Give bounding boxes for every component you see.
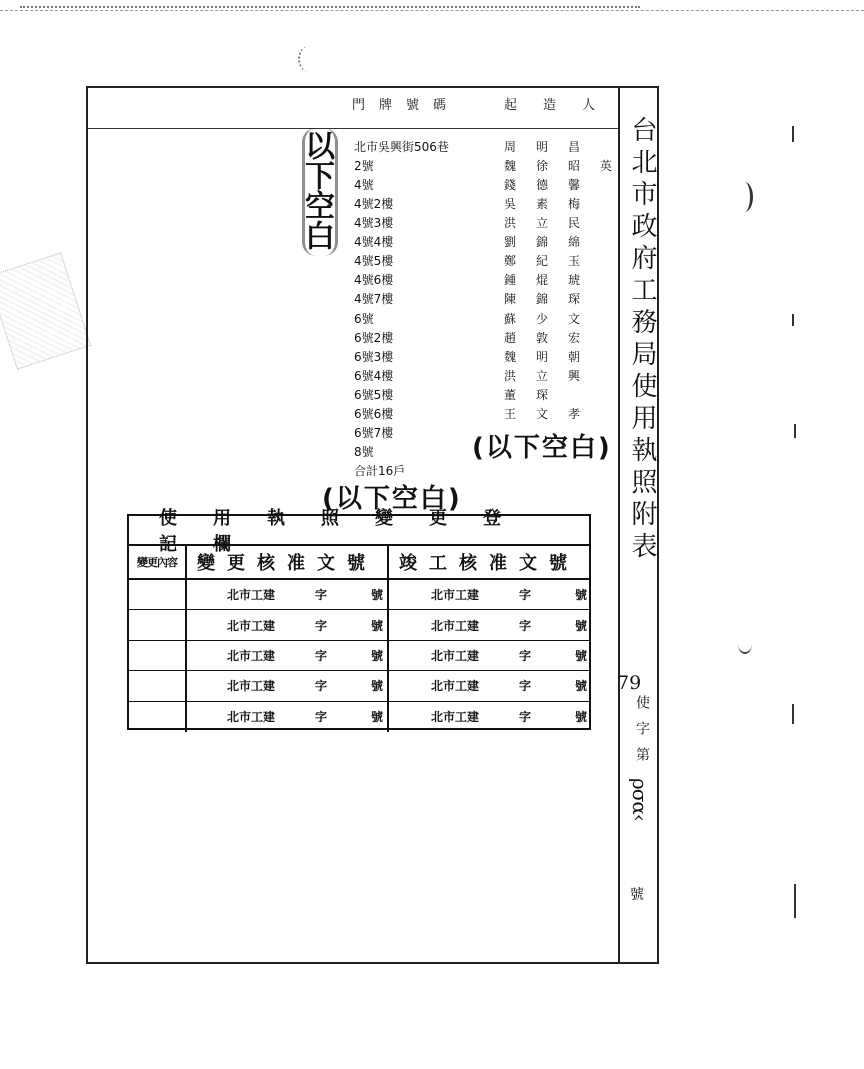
builder-cell: 王文孝	[504, 407, 601, 421]
address-cell: 合計16戶	[354, 464, 406, 478]
change-registration-table	[127, 508, 591, 730]
scan-mark	[792, 126, 794, 142]
completion-approval-cell	[389, 580, 589, 609]
address-cell: 4號6樓	[354, 273, 394, 287]
address-cell: 6號2樓	[354, 331, 394, 345]
address-cell: 6號4樓	[354, 369, 394, 383]
blank-below-builder: (以下空白)	[472, 433, 612, 463]
doc-zi: 字	[519, 710, 532, 725]
license-prefix: 使字第	[634, 695, 650, 773]
builder-cell: 董琛	[504, 388, 569, 402]
doc-prefix: 北市工建	[227, 710, 276, 725]
doc-prefix: 北市工建	[227, 648, 276, 663]
completion-approval-cell	[389, 671, 589, 700]
change-content-header: 變更內容	[129, 546, 187, 580]
doc-hao: 號	[371, 648, 384, 663]
address-cell: 6號3樓	[354, 350, 394, 364]
change-table-title: 使用執照變更登記欄	[129, 516, 589, 546]
completion-approval-cell	[389, 641, 589, 670]
table-row	[129, 580, 589, 610]
table-row	[129, 702, 589, 732]
doc-zi: 字	[519, 648, 532, 663]
doc-prefix: 北市工建	[431, 588, 480, 603]
doc-prefix: 北市工建	[227, 588, 276, 603]
address-cell: 4號	[354, 178, 374, 192]
doc-hao: 號	[371, 710, 384, 725]
change-content-cell	[129, 610, 187, 639]
scan-mark	[794, 424, 796, 438]
change-approval-cell	[187, 671, 389, 700]
completion-approval-cell	[389, 610, 589, 639]
doc-zi: 字	[315, 588, 328, 603]
doc-zi: 字	[519, 618, 532, 633]
scan-smudge	[298, 46, 320, 72]
doc-zi: 字	[315, 648, 328, 663]
address-cell: 8號	[354, 445, 374, 459]
license-suffix: 號	[630, 887, 644, 903]
doc-hao: 號	[371, 588, 384, 603]
table-row	[129, 610, 589, 640]
doc-prefix: 北市工建	[227, 618, 276, 633]
address-cell: 4號3樓	[354, 216, 394, 230]
doc-zi: 字	[315, 618, 328, 633]
doc-hao: 號	[575, 618, 588, 633]
change-content-cell	[129, 671, 187, 700]
address-cell: 北市吳興街506巷	[354, 140, 449, 154]
builder-cell: 蘇少文	[504, 312, 601, 326]
address-cell: 4號2樓	[354, 197, 394, 211]
builder-cell: 錢德馨	[504, 178, 601, 192]
change-content-cell	[129, 641, 187, 670]
blank-below-vertical: 以下空白	[299, 130, 334, 250]
table-row	[129, 671, 589, 701]
license-year: 79	[617, 672, 642, 694]
header-rule	[88, 128, 618, 129]
doc-prefix: 北市工建	[431, 618, 480, 633]
builder-cell: 吳素梅	[504, 197, 601, 211]
doc-prefix: 北市工建	[227, 679, 276, 694]
change-approval-cell	[187, 702, 389, 732]
change-approval-cell	[187, 610, 389, 639]
doc-hao: 號	[575, 679, 588, 694]
builder-cell: 洪立興	[504, 369, 601, 383]
change-content-cell	[129, 702, 187, 732]
doc-hao: 號	[371, 618, 384, 633]
license-handwritten-number: ρσα‹	[628, 778, 652, 821]
doc-prefix: 北市工建	[431, 710, 480, 725]
builder-cell: 魏明朝	[504, 350, 601, 364]
completion-approval-header: 竣工核准文號	[389, 546, 589, 580]
left-edge-stamp-fragment	[0, 252, 91, 369]
builder-cell: 魏徐昭英	[504, 159, 633, 173]
builder-cell: 鍾焜琥	[504, 273, 601, 287]
address-cell: 4號5樓	[354, 254, 394, 268]
builder-cell: 陳錦琛	[504, 292, 601, 306]
doc-hao: 號	[575, 648, 588, 663]
scan-mark	[792, 314, 794, 326]
change-approval-cell	[187, 641, 389, 670]
address-cell: 6號6樓	[354, 407, 394, 421]
doc-prefix: 北市工建	[431, 648, 480, 663]
builder-cell: 鄭紀玉	[504, 254, 601, 268]
address-cell: 2號	[354, 159, 374, 173]
address-cell: 4號7樓	[354, 292, 394, 306]
side-column-divider	[618, 86, 620, 964]
change-approval-cell	[187, 580, 389, 609]
address-cell: 6號5樓	[354, 388, 394, 402]
doc-zi: 字	[519, 588, 532, 603]
address-column-header: 門牌號碼	[352, 98, 461, 113]
document-title: 台北市政府工務局使用執照附表	[627, 116, 657, 564]
builder-column-header: 起造人	[504, 98, 622, 113]
doc-zi: 字	[519, 679, 532, 694]
change-approval-header: 變更核准文號	[187, 546, 389, 580]
blank-below-address: (以下空白)	[322, 484, 462, 514]
completion-approval-cell	[389, 702, 589, 732]
doc-hao: 號	[575, 710, 588, 725]
scan-top-noise	[20, 0, 640, 8]
address-cell: 6號	[354, 312, 374, 326]
table-row	[129, 641, 589, 671]
doc-hao: 號	[371, 679, 384, 694]
change-content-cell	[129, 580, 187, 609]
scan-mark	[792, 704, 794, 724]
scan-smudge	[736, 182, 753, 212]
address-cell: 6號7樓	[354, 426, 394, 440]
doc-hao: 號	[575, 588, 588, 603]
scan-mark	[794, 884, 796, 918]
builder-cell: 劉錦綿	[504, 235, 601, 249]
builder-cell: 洪立民	[504, 216, 601, 230]
builder-cell: 趙敦宏	[504, 331, 601, 345]
doc-zi: 字	[315, 679, 328, 694]
doc-zi: 字	[315, 710, 328, 725]
scan-smudge	[738, 634, 752, 654]
builder-cell: 周明昌	[504, 140, 601, 154]
doc-prefix: 北市工建	[431, 679, 480, 694]
address-cell: 4號4樓	[354, 235, 394, 249]
